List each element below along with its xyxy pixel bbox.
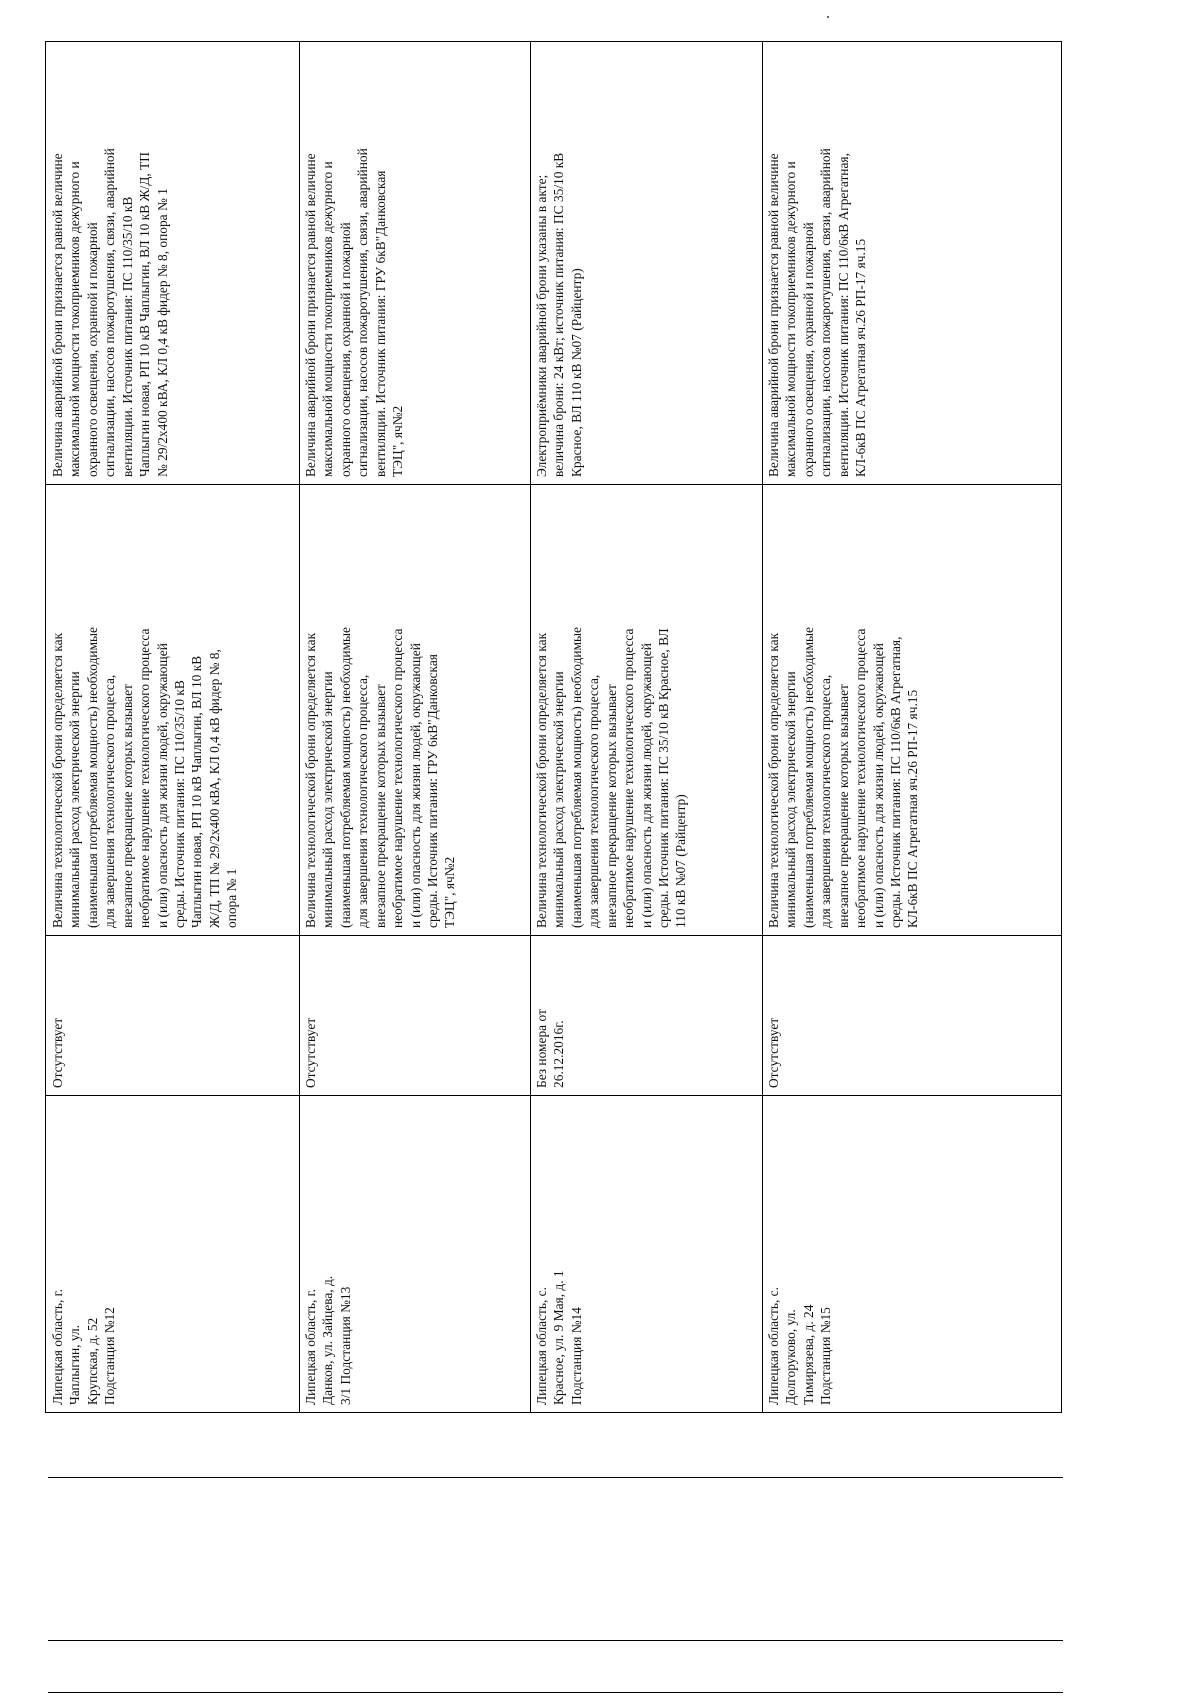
tech-reserve-text: Величина технологической брони определяется как минимальный расход электрической энергии (наименьшая потребляемая мощность) необходимые для завершения технологического процесса, внезапное прекращение которых вызывает необратимое нарушение технологического процесса и (или) опасность для жизни людей, окружающей среды. Источник питания: ГРУ 6кВ"Данковская ТЭЦ", яч№2 [303,626,458,928]
tech-reserve-text: Величина технологической брони определяется как минимальный расход электрической энергии (наименьшая потребляемая мощность) необходимые для завершения технологического процесса, внезапное прекращение которых вызывает необратимое нарушение технологического процесса и (или) опасность для жизни людей, окружающей среды. Источник питания: ПС 35/10 кВ Красное, ВЛ 110 кВ №07 (Райцентр) [534,626,689,928]
emergency-reserve-cell [46,42,299,484]
address-cell [530,1095,762,1412]
emergency-reserve-cell [299,42,530,484]
divider-line [48,1640,1063,1641]
emergency-reserve-text: Величина аварийной брони признается равной величине максимальной мощности токоприемников дежурного и охранного освещения, охранной и пожарной сигнализации, насосов пожаротушения, связи, аварийной вентиляции. Источник питания: ПС 110/35/10 кВ Чаплыгин новая, РП 10 кВ Чаплыгин, ВЛ 10 кВ Ж/Д, ТП № 29/2х400 кВА, КЛ 0,4 кВ фидер № 8, опора № 1 [50,148,170,477]
divider-line [48,1692,1063,1693]
emergency-reserve-text: Величина аварийной брони признается равной величине максимальной мощности токоприемников дежурного и охранного освещения, охранной и пожарной сигнализации, насосов пожаротушения, связи, аварийной вентиляции. Источник питания: ГРУ 6кВ"Данковская ТЭЦ", яч№2 [303,148,406,477]
tech-reserve-cell [299,484,530,935]
divider-line [48,1477,1063,1478]
address-text: Липецкая область, с. Красное, ул. 9 Мая, д. 1 Подстанция №14 [534,1270,584,1405]
emergency-reserve-text: Величина аварийной брони признается равной величине максимальной мощности токоприемников дежурного и охранного освещения, охранной и пожарной сигнализации, насосов пожаротушения, связи, аварийной вентиляции. Источник питания: ПС 110/6кВ Агрегатная, КЛ-6кВ ПС Агрегатная яч.26 РП-17 яч.15 [766,148,869,477]
tech-reserve-cell [762,484,1061,935]
scan-speck [827,16,829,18]
tech-reserve-text: Величина технологической брони определяется как минимальный расход электрической энергии (наименьшая потребляемая мощность) необходимые для завершения технологического процесса, внезапное прекращение которых вызывает необратимое нарушение технологического процесса и (или) опасность для жизни людей, окружающей среды. Источник питания: ПС 110/35/10 кВ Чаплыгин новая, РП 10 кВ Чаплыгин, ВЛ 10 кВ Ж/Д, ТП № 29/2х400 кВА, КЛ 0,4 кВ фидер № 8, опора № 1 [50,626,240,928]
address-text: Липецкая область, с. Долгоруково, ул. Тимирязева, д. 24 Подстанция №15 [766,1287,834,1405]
emergency-reserve-cell [762,42,1061,484]
tech-reserve-cell [46,484,299,935]
act-text: Отсутствует [303,1017,318,1088]
reserve-table [45,41,1062,1413]
act-cell [530,935,762,1095]
tech-reserve-text: Величина технологической брони определяется как минимальный расход электрической энергии (наименьшая потребляемая мощность) необходимые для завершения технологического процесса, внезапное прекращение которых вызывает необратимое нарушение технологического процесса и (или) опасность для жизни людей, окружающей среды. Источник питания: ПС 110/6кВ Агрегатная, КЛ-6кВ ПС Агрегатная яч.26 РП-17 яч.15 [766,626,921,928]
address-cell [762,1095,1061,1412]
act-text: Без номера от 26.12.2016г. [534,1009,567,1088]
emergency-reserve-text: Электроприёмники аварийной брони указаны в акте; величина брони: 24 кВт; источник питания: ПС 35/10 кВ Красное, ВЛ 110 кВ №07 (Райцентр) [534,152,584,477]
tech-reserve-cell [530,484,762,935]
act-cell [46,935,299,1095]
act-text: Отсутствует [766,1017,781,1088]
address-cell [46,1095,299,1412]
emergency-reserve-cell [530,42,762,484]
address-text: Липецкая область, г. Чаплыгин, ул. Крупская, д. 52 Подстанция №12 [50,1288,118,1405]
address-cell [299,1095,530,1412]
act-text: Отсутствует [50,1017,65,1088]
address-text: Липецкая область, г. Данков, ул. Зайцева, д. 3/1 Подстанция №13 [303,1275,353,1405]
act-cell [762,935,1061,1095]
act-cell [299,935,530,1095]
